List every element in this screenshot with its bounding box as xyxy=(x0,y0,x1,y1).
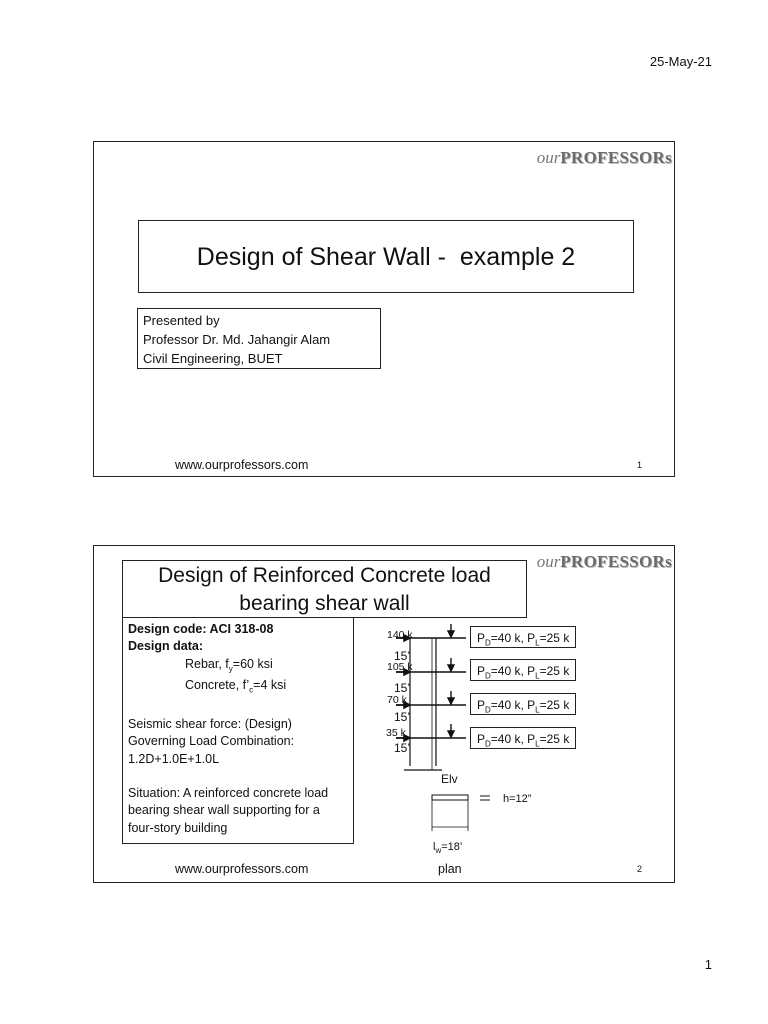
brand-logo: ourPROFESSORs xyxy=(536,552,672,571)
lateral-load-3: 70 k xyxy=(387,694,407,706)
situation-line1: Situation: A reinforced concrete load xyxy=(128,786,329,801)
slide-number: 2 xyxy=(637,864,643,874)
presenter-box xyxy=(137,308,381,369)
elevation-label: Elv xyxy=(441,772,458,786)
situation-line2: bearing shear wall supporting for a xyxy=(128,803,320,818)
story-height-2: 15’ xyxy=(394,681,411,695)
rebar-strength: Rebar, $f_y=60$ ksi xyxy=(185,656,273,674)
plan-label: plan xyxy=(438,862,462,876)
governing-text: Governing Load Combination: xyxy=(128,734,295,749)
design-code: Design code: ACI 318-08 xyxy=(128,622,274,636)
gravity-load-box: $P_D=40$ k, $P_L=25$ k xyxy=(470,659,576,681)
thickness-label: h=12” xyxy=(503,793,532,805)
plan-diagram xyxy=(424,791,504,841)
seismic-text: Seismic shear force: (Design) xyxy=(128,717,292,732)
story-height-1: 15’ xyxy=(394,649,411,663)
situation-line3: four-story building xyxy=(128,820,228,835)
presenter-affiliation: Civil Engineering, BUET xyxy=(143,351,283,366)
page-date: 25-May-21 xyxy=(649,54,712,69)
presenter-name: Professor Dr. Md. Jahangir Alam xyxy=(143,332,331,347)
design-data-heading: Design data: xyxy=(128,639,204,654)
design-data-box xyxy=(122,617,354,844)
lateral-load-4: 35 k xyxy=(386,727,406,739)
story-height-3: 15’ xyxy=(394,710,411,724)
brand-logo: ourPROFESSORs xyxy=(536,148,672,167)
slide-number: 1 xyxy=(637,460,643,470)
slide-title-line1: Design of Reinforced Concrete load xyxy=(158,564,491,587)
slide-title-box xyxy=(138,220,634,293)
lateral-load-2: 105 k xyxy=(387,661,413,673)
concrete-strength: Concrete, $f’_c=4$ ksi xyxy=(185,678,287,695)
slide-1 xyxy=(93,141,675,477)
load-combination: 1.2D+1.0E+1.0L xyxy=(128,751,220,766)
gravity-load-box: $P_D=40$ k, $P_L=25$ k xyxy=(470,693,576,715)
footer-url[interactable]: www.ourprofessors.com xyxy=(175,458,309,472)
gravity-load-box: $P_D=40$ k, $P_L=25$ k xyxy=(470,626,576,648)
slide-title: Design of Shear Wall - example 2 xyxy=(196,243,576,271)
footer-url[interactable]: www.ourprofessors.com xyxy=(175,862,309,876)
gravity-load-box: $P_D=40$ k, $P_L=25$ k xyxy=(470,727,576,749)
presented-by-label: Presented by xyxy=(143,313,220,328)
wall-length-label: $l_w=18$’ xyxy=(433,841,463,856)
slide-title-box xyxy=(122,560,527,618)
slide-2 xyxy=(93,545,675,883)
page-number: 1 xyxy=(704,957,712,972)
lateral-load-1: 140 k xyxy=(387,629,413,641)
slide-title-line2: bearing shear wall xyxy=(239,592,410,615)
story-height-4: 15’ xyxy=(394,741,411,755)
